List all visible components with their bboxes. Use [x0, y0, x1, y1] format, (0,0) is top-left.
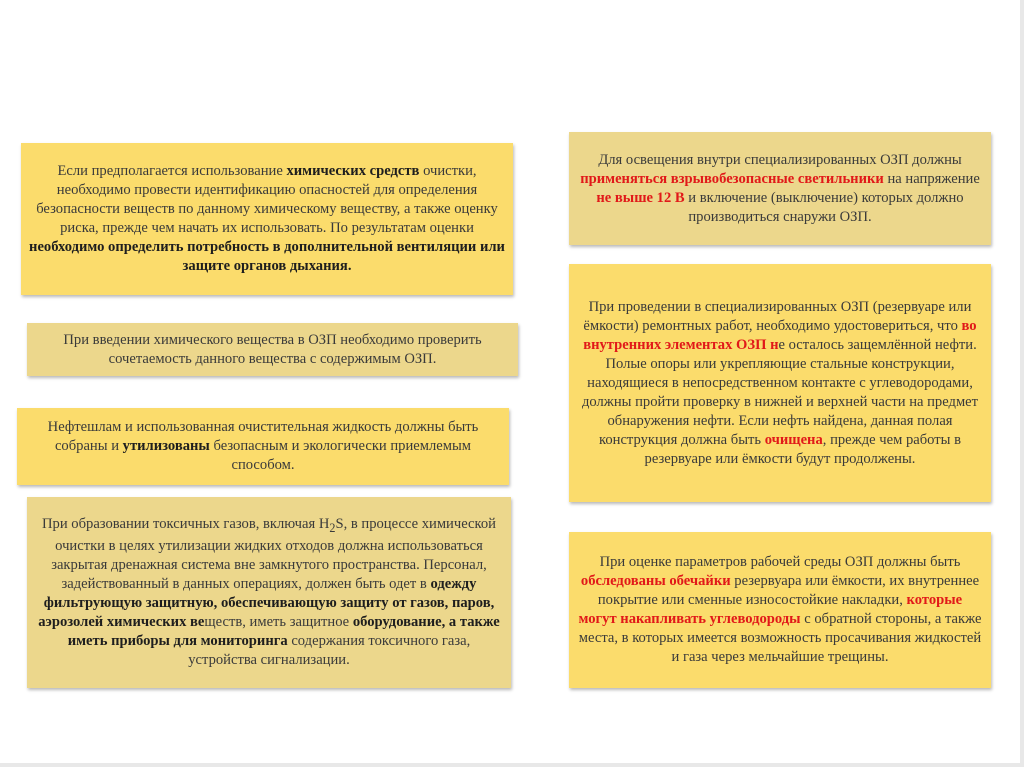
chemical-cleaning-risk-box [21, 143, 513, 295]
chemical-compatibility-box [27, 323, 518, 376]
repair-work-oil-check-box [569, 264, 991, 502]
box-text: Нефтешлам и использованная очистительная жидкость должны быть собраны и утилизованы безопасным и экологически приемлемым способом. [47, 419, 479, 473]
box-text: При проведении в специализированных ОЗП (резервуаре или ёмкости) ремонтных работ, необходимо удостовериться, что во внутренних элементах ОЗП не осталось защемлённой нефти. Полые опоры или укрепляющие стальные конструкции, находящиеся в непосредственном контакте с углеводородами, должны пройти проверку в нижней и верхней части на предмет обнаружения нефти. Если нефть найдена, данная полая конструкция должна быть очищена, прежде чем работы в резервуаре или ёмкости будут продолжены. [581, 298, 979, 467]
box-text: Если предполагается использование химических средств очистки, необходимо провести идентификацию опасностей для определения безопасности веществ по данному химическому веществу, а также оценку риска, прежде чем начать их использовать. По результатам оценки необходимо определить потребность в дополнительной вентиляции или защите органов дыхания. [29, 163, 505, 274]
toxic-gas-protection-box [27, 497, 511, 688]
box-text: При оценке параметров рабочей среды ОЗП должны быть обследованы обечайки резервуара или ёмкости, их внутреннее покрытие или сменные износостойкие накладки, которые могут накапливать углеводороды с обратной стороны, а также места, в которых имеется возможность просачивания жидкостей и газа через мельчайшие трещины. [578, 554, 982, 665]
explosion-proof-lighting-box [569, 132, 991, 245]
sludge-disposal-box [17, 408, 509, 485]
shell-inspection-box [569, 532, 991, 688]
slide-border-right [1020, 0, 1024, 767]
box-text: При образовании токсичных газов, включая $H_2S$, в процессе химической очистки в целях утилизации жидких отходов должна использоваться закрытая дренажная система вне замкнутого пространства. Персонал, задействованный в данных операциях, должен быть одет в одежду фильтрующую защитную, обеспечивающую защиту от газов, паров, аэрозолей химических веществ, иметь защитное оборудование, а также иметь приборы для мониторинга содержания токсичного газа, устройства сигнализации. [38, 515, 500, 669]
slide-border-bottom [0, 763, 1024, 767]
box-text: Для освещения внутри специализированных ОЗП должны применяться взрывобезопасные светильники на напряжение не выше 12 В и включение (выключение) которых должно производиться снаружи ОЗП. [580, 151, 980, 225]
box-text: При введении химического вещества в ОЗП необходимо проверить сочетаемость данного вещества с содержимым ОЗП. [63, 331, 482, 367]
